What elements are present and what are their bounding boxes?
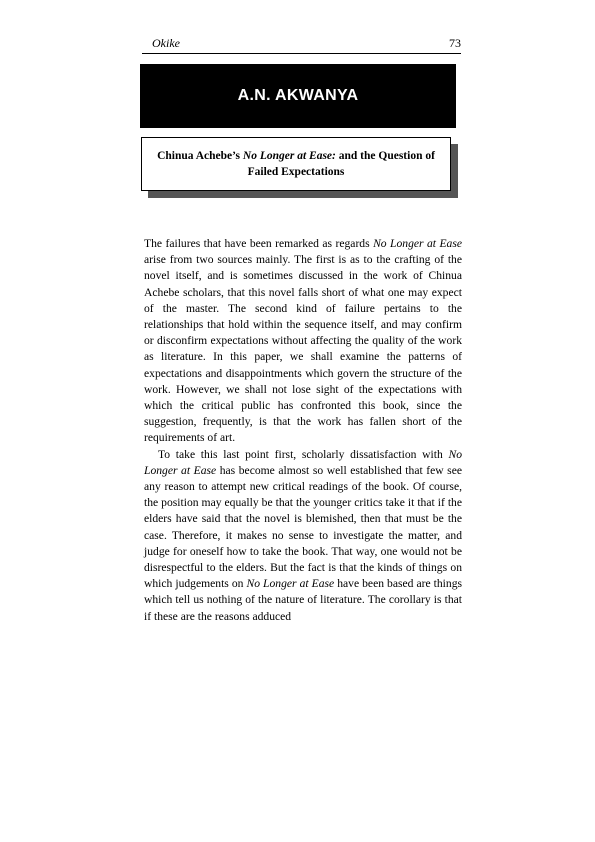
journal-name: Okike [152, 36, 180, 50]
author-banner [140, 64, 456, 128]
paragraph-2 [144, 447, 462, 625]
p1-text-2: arise from two sources mainly. The first is as to the crafting of the novel itself, and is sometimes discussed in the work of Chinua Achebe scholars, that this novel falls short of what one may expect of the master. The second kind of failure pertains to the relationships that hold within the sequence itself, and may confirm or disconfirm expectations without affecting the quality of the work as literature. In this paper, we shall examine the patterns of expectations and disappointments which govern the structure of the work. However, we shall not lose sight of the expectations with which the critical public has confronted this book, since the suggestion, frequently, is that the work has fallen short of the requirements of art. [144, 253, 462, 445]
article-title-box [141, 137, 451, 191]
p1-text-1: The failures that have been remarked as regards [144, 237, 374, 250]
author-name: A.N. AKWANYA [237, 87, 359, 104]
title-part-1: Chinua Achebe’s [157, 150, 243, 162]
p2-italic-1: No Longer at Ease [144, 447, 462, 477]
p2-italic-2: No Longer at Ease [246, 577, 335, 591]
article-body [144, 236, 462, 625]
p1-italic-1: No Longer at Ease [373, 237, 462, 250]
p2-text-2: has become almost so well established that few see any reason to attempt new critical readings of the book. Of course, the position may equally be that the younger critics take it that if the elders have said that the novel is blemished, then that must be the case. Therefore, it makes no sense to investigate the matter, and judge for oneself how to take the book. That way, one would not be disrespectful to the elders. But the fact is that the kinds of things on which judgements on [144, 463, 462, 591]
running-header [142, 35, 461, 54]
paragraph-1 [144, 236, 462, 447]
article-title [142, 148, 450, 180]
title-italic-novel: No Longer at Ease: [242, 150, 336, 162]
title-part-2: and the Question of Failed Expectations [247, 150, 435, 178]
p2-text-1: To take this last point first, scholarly dissatisfaction with [158, 447, 449, 461]
page-number: 73 [449, 36, 461, 50]
p2-text-3: have been based are things which tell us nothing of the nature of literature. The corollary is that if these are the reasons adduced [144, 577, 462, 623]
